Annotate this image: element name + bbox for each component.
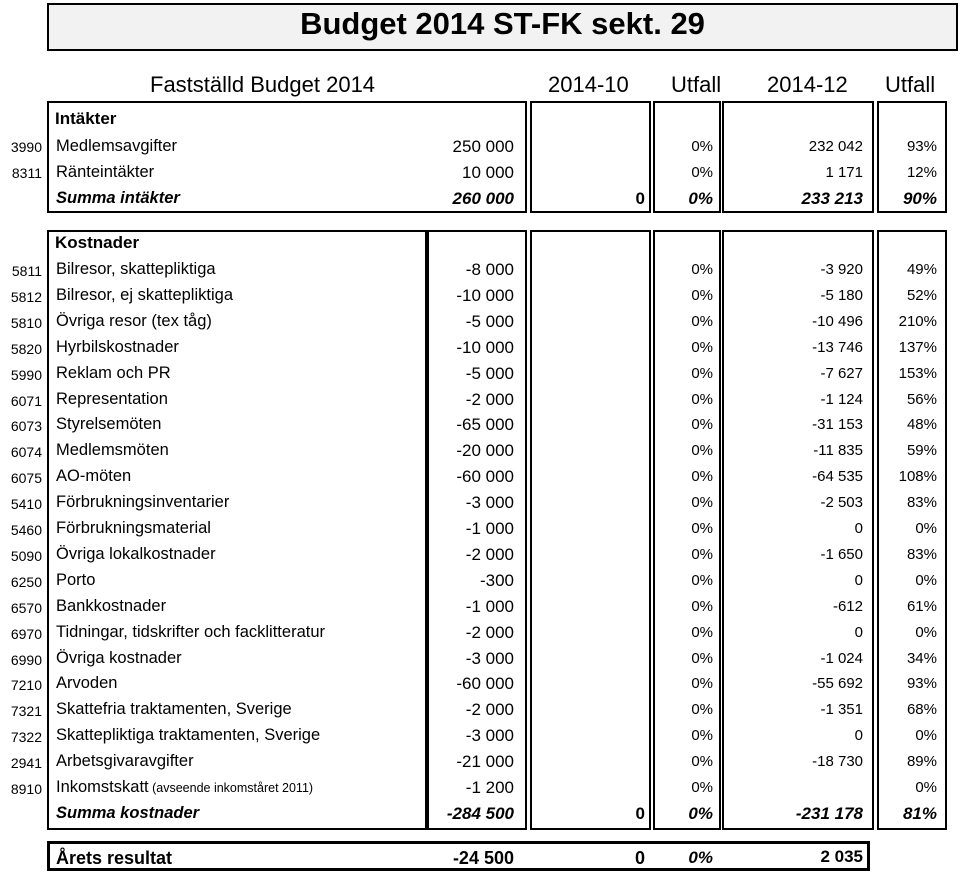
row-pct1: 0%	[691, 598, 713, 615]
row-val2: -55 692	[812, 675, 863, 692]
row-val2: -1 650	[820, 546, 863, 563]
row-code: 8311	[11, 165, 42, 181]
row-code: 6075	[10, 470, 42, 486]
header-period-1: 2014-10	[548, 72, 629, 97]
row-code: 6074	[10, 444, 42, 460]
row-note: (avseende inkomståret 2011)	[148, 781, 314, 795]
row-val2: -1 351	[820, 701, 863, 718]
income-sum-label: Summa intäkter	[56, 189, 180, 207]
row-name: Porto	[56, 571, 96, 589]
row-pct2: 83%	[906, 546, 937, 563]
row-pct2: 0%	[915, 572, 937, 589]
row-val2: -3 920	[820, 261, 863, 278]
row-code: 6250	[10, 574, 42, 590]
row-name: Övriga resor (tex tåg)	[56, 312, 212, 330]
row-budget: 250 000	[452, 137, 514, 156]
income-heading: Intäkter	[55, 109, 117, 128]
row-pct1: 0%	[691, 313, 713, 330]
costs-sum-val2: -231 178	[795, 804, 863, 823]
row-val2: 0	[854, 572, 863, 589]
header-period-2: 2014-12	[767, 72, 848, 97]
row-budget: -3 000	[465, 649, 514, 668]
row-val2: -10 496	[812, 313, 863, 330]
row-name: Arbetsgivaravgifter	[56, 752, 194, 770]
row-budget: -60 000	[456, 467, 514, 486]
header-budget: Fastställd Budget 2014	[150, 72, 376, 97]
row-pct1: 0%	[691, 391, 713, 408]
row-pct1: 0%	[691, 339, 713, 356]
costs-sum-budget: -284 500	[446, 804, 514, 823]
row-code: 7210	[10, 677, 42, 693]
row-pct2: 93%	[906, 675, 937, 692]
result-budget: -24 500	[452, 848, 514, 868]
costs-heading: Kostnader	[55, 233, 140, 252]
row-name: Bankkostnader	[56, 597, 167, 615]
header-outcome-2: Utfall	[885, 72, 936, 97]
row-budget: -10 000	[456, 286, 514, 305]
row-name: Medlemsavgifter	[56, 137, 178, 155]
row-budget: -8 000	[465, 260, 514, 279]
row-pct1: 0%	[691, 701, 713, 718]
income-sum-val1: 0	[635, 189, 645, 208]
income-sum-pct1: 0%	[688, 189, 713, 208]
row-pct2: 34%	[906, 650, 937, 667]
row-code: 6990	[10, 652, 42, 668]
row-pct2: 210%	[898, 313, 937, 330]
row-pct2: 49%	[906, 261, 937, 278]
row-name: Bilresor, ej skattepliktiga	[56, 286, 233, 304]
row-budget: -5 000	[465, 312, 514, 331]
row-val2: -612	[832, 598, 863, 615]
row-name: Ränteintäkter	[56, 163, 155, 181]
row-pct1: 0%	[691, 753, 713, 770]
row-pct2: 68%	[906, 701, 937, 718]
row-budget: -3 000	[465, 493, 514, 512]
row-code: 7322	[10, 729, 42, 745]
row-budget: -2 000	[465, 545, 514, 564]
row-pct2: 61%	[906, 598, 937, 615]
header-outcome-1: Utfall	[671, 72, 722, 97]
row-pct2: 153%	[898, 365, 937, 382]
result-val2: 2 035	[820, 847, 863, 866]
row-val2: -11 835	[813, 442, 863, 459]
row-name: Representation	[56, 390, 168, 408]
row-name: Tidningar, tidskrifter och facklitteratur	[56, 623, 325, 641]
row-pct2: 0%	[915, 520, 937, 537]
row-budget: -1 000	[465, 597, 514, 616]
row-pct1: 0%	[691, 442, 713, 459]
row-name: Förbrukningsinventarier	[56, 493, 230, 511]
row-name: Skattefria traktamenten, Sverige	[56, 700, 292, 718]
row-name: Övriga lokalkostnader	[56, 545, 216, 563]
row-code: 5090	[10, 548, 42, 564]
row-pct1: 0%	[691, 365, 713, 382]
row-budget: -10 000	[456, 338, 514, 357]
row-pct1: 0%	[691, 520, 713, 537]
row-pct1: 0%	[691, 494, 713, 511]
row-code: 7321	[10, 703, 42, 719]
row-pct2: 0%	[915, 624, 937, 641]
row-name: Skattepliktiga traktamenten, Sverige	[56, 726, 321, 744]
row-name: Styrelsemöten	[56, 415, 162, 433]
row-pct2: 48%	[906, 416, 937, 433]
row-pct1: 0%	[691, 287, 713, 304]
result-val1: 0	[634, 848, 645, 868]
row-pct2: 0%	[915, 779, 937, 796]
row-pct1: 0%	[691, 624, 713, 641]
row-name: Hyrbilskostnader	[56, 338, 179, 356]
row-pct1: 0%	[691, 675, 713, 692]
row-code: 5990	[10, 367, 42, 383]
row-budget: -60 000	[456, 674, 514, 693]
row-code: 6570	[10, 600, 42, 616]
row-code: 5811	[11, 263, 42, 279]
row-budget: -65 000	[456, 415, 514, 434]
income-sum-pct2: 90%	[902, 189, 937, 208]
row-code: 6073	[10, 418, 42, 434]
row-pct1: 0%	[691, 727, 713, 744]
row-val2: -7 627	[820, 365, 863, 382]
row-val2: 0	[854, 520, 863, 537]
row-pct2: 59%	[906, 442, 937, 459]
row-name: Arvoden	[56, 674, 118, 692]
row-name: Reklam och PR	[56, 364, 171, 382]
row-pct2: 93%	[906, 138, 937, 155]
row-val2: 232 042	[808, 138, 863, 155]
costs-sum-label: Summa kostnader	[56, 804, 200, 822]
row-pct2: 108%	[898, 468, 937, 485]
row-budget: -2 000	[465, 700, 514, 719]
costs-val1-box	[530, 230, 651, 830]
row-code: 5810	[10, 315, 42, 331]
row-val2: -2 503	[820, 494, 863, 511]
row-name: AO-möten	[56, 467, 132, 485]
row-pct2: 56%	[906, 391, 937, 408]
row-code: 6970	[10, 626, 42, 642]
row-code: 3990	[10, 139, 42, 155]
row-pct1: 0%	[691, 138, 713, 155]
row-code: 5410	[10, 496, 42, 512]
result-pct1: 0%	[688, 848, 713, 867]
row-code: 8910	[10, 781, 42, 797]
row-code: 5812	[10, 289, 42, 305]
row-pct2: 12%	[906, 164, 937, 181]
costs-sum-pct2: 81%	[902, 804, 937, 823]
row-pct1: 0%	[691, 572, 713, 589]
costs-sum-val1: 0	[635, 804, 645, 823]
row-pct1: 0%	[691, 650, 713, 667]
row-pct2: 52%	[906, 287, 937, 304]
page-title: Budget 2014 ST-FK sekt. 29	[300, 6, 705, 41]
row-name: Övriga kostnader	[56, 649, 182, 667]
row-val2: -64 535	[812, 468, 863, 485]
row-pct2: 137%	[898, 339, 937, 356]
row-code: 5460	[10, 522, 42, 538]
row-val2: 0	[854, 624, 863, 641]
row-pct1: 0%	[691, 546, 713, 563]
row-name: Medlemsmöten	[56, 441, 169, 459]
row-pct1: 0%	[691, 416, 713, 433]
row-pct2: 89%	[906, 753, 937, 770]
row-val2: -1 024	[820, 650, 863, 667]
income-sum-budget: 260 000	[452, 189, 514, 208]
row-budget: -1 000	[465, 519, 514, 538]
row-budget: -2 000	[465, 623, 514, 642]
row-val2: -1 124	[820, 391, 863, 408]
result-label: Årets resultat	[56, 848, 173, 868]
row-budget: -300	[479, 571, 514, 590]
row-code: 6071	[10, 393, 42, 409]
row-pct1: 0%	[691, 164, 713, 181]
row-pct1: 0%	[691, 779, 713, 796]
row-pct2: 0%	[915, 727, 937, 744]
row-budget: -5 000	[465, 364, 514, 383]
row-pct2: 83%	[906, 494, 937, 511]
row-budget: -2 000	[465, 390, 514, 409]
row-val2: -31 153	[812, 416, 863, 433]
income-sum-val2: 233 213	[801, 189, 863, 208]
row-val2: 1 171	[825, 164, 863, 181]
row-val2: -13 746	[812, 339, 863, 356]
row-pct1: 0%	[691, 468, 713, 485]
row-code: 2941	[10, 755, 42, 771]
row-val2: -5 180	[820, 287, 863, 304]
costs-sum-pct1: 0%	[688, 804, 713, 823]
row-val2: -18 730	[812, 753, 863, 770]
row-name: Inkomstskatt (avseende inkomståret 2011)	[56, 778, 314, 796]
row-budget: -20 000	[456, 441, 514, 460]
row-val2: 0	[854, 727, 863, 744]
row-budget: -3 000	[465, 726, 514, 745]
row-name: Bilresor, skattepliktiga	[56, 260, 216, 278]
row-code: 5820	[10, 341, 42, 357]
row-budget: 10 000	[462, 163, 514, 182]
row-budget: -21 000	[456, 752, 514, 771]
row-budget: -1 200	[465, 778, 514, 797]
row-pct1: 0%	[691, 261, 713, 278]
row-name: Förbrukningsmaterial	[56, 519, 211, 537]
